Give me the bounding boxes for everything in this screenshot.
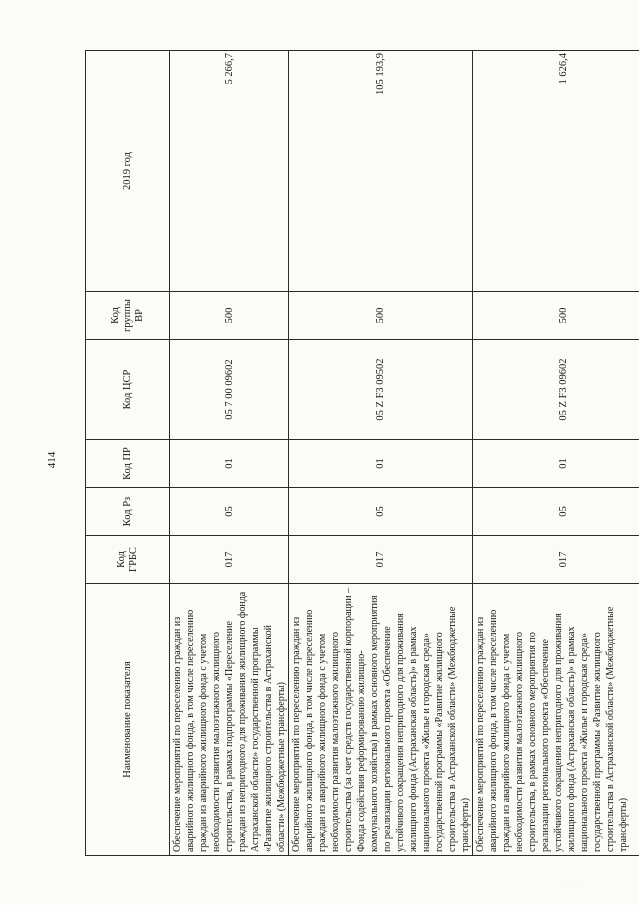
header-grbs: Код ГРБС — [86, 536, 170, 584]
table-row — [289, 51, 473, 856]
table-row — [473, 51, 639, 856]
row-vr: 500 — [289, 292, 473, 340]
row-description: Обеспечение мероприятий по переселению граждан из аварийного жилищного фонда, в том числе переселению граждан из аварийного жилищного фонда с учетом необходимости развития малоэтажного жилищного строительства, в рамках основного мероприятия по реализации регионального проекта «Обеспечение устойчивого сокращения непригодного для проживания жилищного фонда (Астраханская область)» в рамках национального проекта «Жилье и городская среда» государственной программы «Развитие жилищного строительства в Астраханской области» (Межбюджетные трансферты) — [473, 584, 639, 856]
row-pr: 01 — [170, 440, 289, 488]
header-name: Наименование показателя — [86, 584, 170, 856]
header-vr: Код группы ВР — [86, 292, 170, 340]
row-vr: 500 — [473, 292, 639, 340]
row-pr: 01 — [289, 440, 473, 488]
row-csr: 05 Z F3 09602 — [473, 340, 639, 440]
row-csr: 05 Z F3 09502 — [289, 340, 473, 440]
row-csr: 05 7 00 09602 — [170, 340, 289, 440]
header-year: 2019 год — [86, 51, 170, 292]
budget-table-rotated — [85, 51, 629, 856]
row-grbs: 017 — [473, 536, 639, 584]
scan-mark: · · · · — [566, 882, 579, 888]
row-rz: 05 — [473, 488, 639, 536]
table-header-row — [86, 51, 170, 856]
header-rz: Код Рз — [86, 488, 170, 536]
row-vr: 500 — [170, 292, 289, 340]
budget-table — [85, 50, 639, 856]
table-row — [170, 51, 289, 856]
row-grbs: 017 — [289, 536, 473, 584]
header-csr: Код ЦСР — [86, 340, 170, 440]
row-year-value: 105 193,9 — [289, 51, 473, 292]
row-year-value: 5 266,7 — [170, 51, 289, 292]
row-description: Обеспечение мероприятий по переселению граждан из аварийного жилищного фонда, в том числе переселению граждан из аварийного жилищного фонда с учетом необходимости развития малоэтажного жилищного строительства, в рамках подпрограммы «Переселение граждан из непригодного для проживания жилищного фонда Астраханской области» государственной программы «Развитие жилищного строительства в Астраханской области» (Межбюджетные трансферты) — [170, 584, 289, 856]
row-grbs: 017 — [170, 536, 289, 584]
page-number: 414 — [46, 451, 58, 469]
row-year-value: 1 626,4 — [473, 51, 639, 292]
row-rz: 05 — [289, 488, 473, 536]
row-rz: 05 — [170, 488, 289, 536]
row-pr: 01 — [473, 440, 639, 488]
header-pr: Код ПР — [86, 440, 170, 488]
row-description: Обеспечение мероприятий по переселению граждан из аварийного жилищного фонда, в том числе переселению граждан из аварийного жилищного фонда с учетом необходимости развития малоэтажного жилищного строительства (за счет средств государственной корпорации – Фонда содействия реформированию жилищно-коммунального хозяйства) в рамках основного мероприятия по реализации регионального проекта «Обеспечение устойчивого сокращения непригодного для проживания жилищного фонда (Астраханская область)» в рамках национального проекта «Жилье и городская среда» государственной программы «Развитие жилищного строительства в Астраханской области» (Межбюджетные трансферты) — [289, 584, 473, 856]
